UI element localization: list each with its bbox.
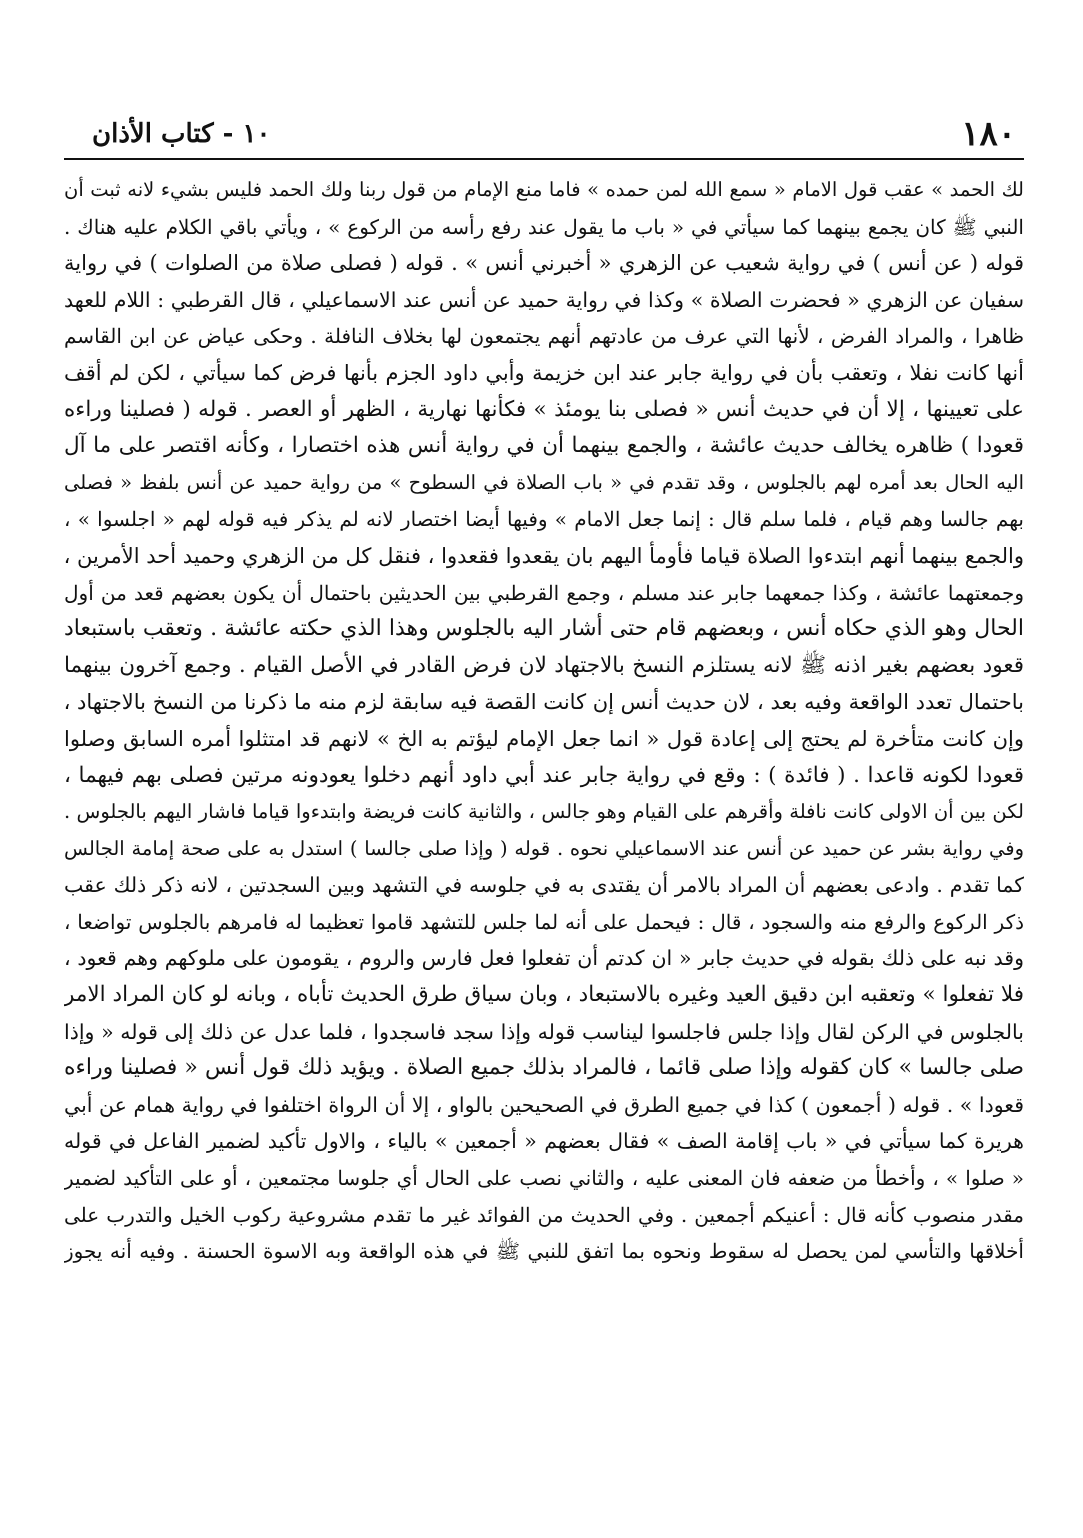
chapter-title: ١٠ - كتاب الأذان bbox=[92, 119, 271, 149]
text-line: اليه الحال بعد أمره لهم بالجلوس ، وقد تقدم في « باب الصلاة في السطوح » من رواية حميد عن أنس بلفظ « فصلى bbox=[64, 470, 1024, 494]
text-line: الحال وهو الذي حكاه أنس ، وبعضهم قام حتى أشار اليه بالجلوس وهذا الذي حكته عائشة . وتعقب باستبعاد bbox=[64, 616, 1024, 642]
text-line: باحتمال تعدد الواقعة وفيه بعد ، لان حديث أنس إن كانت القصة فيه سابقة لزم منه ما ذكرنا من النسخ بالاجتهاد ، bbox=[64, 690, 1024, 715]
text-line: قعودا ) ظاهره يخالف حديث عائشة ، والجمع بينهما أن في رواية أنس هذه اختصارا ، وكأنه اقتصر على ما آل bbox=[64, 433, 1024, 459]
text-line: والجمع بينهما أنهم ابتدءوا الصلاة قياما فأومأ اليهم بان يقعدوا فقعدوا ، فنقل كل من الزهري وحميد أحد الأمرين ، bbox=[64, 543, 1024, 568]
text-line: كما تقدم . وادعى بعضهم أن المراد بالامر أن يقتدى به في جلوسه في التشهد وبين السجدتين ، لانه ذكر ذلك عقب bbox=[64, 873, 1024, 898]
text-line: مقدر منصوب كأنه قال : أعنيكم أجمعين . وفي الحديث من الفوائد غير ما تقدم مشروعية ركوب الخيل والتدرب على bbox=[64, 1202, 1024, 1227]
text-line: فلا تفعلوا » وتعقبه ابن دقيق العيد وغيره بالاستبعاد ، وبان سياق طرق الحديث تأباه ، وبانه لو كان المراد الامر bbox=[64, 982, 1024, 1008]
text-line: قعودا لكونه قاعدا . ( فائدة ) : وقع في رواية جابر عند أبي داود أنهم دخلوا يعودونه مرتين فصلى بهم فيهما ، bbox=[64, 762, 1024, 788]
text-line: وإن كانت متأخرة لم يحتج إلى إعادة قول « انما جعل الإمام ليؤتم به الخ » لانهم قد امتثلوا أمره السابق وصلوا bbox=[64, 726, 1024, 751]
page-header bbox=[64, 112, 1024, 160]
text-line: سفيان عن الزهري « فحضرت الصلاة » وكذا في رواية حميد عن أنس عند الاسماعيلي ، قال القرطبي : اللام للعهد bbox=[64, 287, 1024, 312]
text-line: أخلاقها والتأسي لمن يحصل له سقوط ونحوه بما اتفق للنبي ﷺ في هذه الواقعة وبه الاسوة الحسنة . وفيه أنه يجوز bbox=[64, 1239, 1024, 1264]
text-line: قعود بعضهم بغير اذنه ﷺ لانه يستلزم النسخ بالاجتهاد لان فرض القادر في الأصل القيام . وجمع آخرون بينهما bbox=[64, 652, 1024, 678]
text-line: وجمعتهما عائشة ، وكذا جمعهما جابر عند مسلم ، وجمع القرطبي بين الحديثين باحتمال أن يكون بعضهم قعد من أول bbox=[64, 580, 1024, 605]
text-line: قعودا » . قوله ( أجمعون ) كذا في جميع الطرق في الصحيحين بالواو ، إلا أن الرواة اختلفوا في رواية همام عن أبي bbox=[64, 1092, 1024, 1117]
text-line: قوله ( عن أنس ) في رواية شعيب عن الزهري « أخبرني أنس » . قوله ( فصلى صلاة من الصلوات ) في رواية bbox=[64, 251, 1024, 276]
text-line: « صلوا » ، وأخطأ من ضعفه فان المعنى عليه ، والثاني نصب على الحال أي جلوسا مجتمعين ، أو على التأكيد لضمير bbox=[64, 1166, 1024, 1191]
text-line: لكن بين أن الاولى كانت نافلة وأقرهم على القيام وهو جالس ، والثانية كانت فريضة وابتدءوا قياما فاشار اليهم بالجلوس . bbox=[64, 800, 1024, 824]
text-line: ظاهرا ، والمراد الفرض ، لأنها التي عرف من عادتهم أنهم يجتمعون لها بخلاف النافلة . وحكى عياض عن ابن القاسم bbox=[64, 324, 1024, 349]
text-line: ذكر الركوع والرفع منه والسجود ، قال : فيحمل على أنه لما جلس للتشهد قاموا تعظيما له فامرهم بالجلوس تواضعا ، bbox=[64, 909, 1024, 934]
text-line: صلى جالسا » كان كقوله وإذا صلى قائما ، فالمراد بذلك جميع الصلاة . ويؤيد ذلك قول أنس « فصلينا وراءه bbox=[64, 1055, 1024, 1081]
text-line: بالجلوس في الركن لقال وإذا جلس فاجلسوا ليناسب قوله وإذا سجد فاسجدوا ، فلما عدل عن ذلك إلى قوله « وإذا bbox=[64, 1019, 1024, 1044]
text-line: وقد نبه على ذلك بقوله في حديث جابر « ان كدتم أن تفعلوا فعل فارس والروم ، يقومون على ملوكهم وهم قعود ، bbox=[64, 946, 1024, 971]
text-line: هريرة كما سيأتي في « باب إقامة الصف » فقال بعضهم « أجمعين » بالياء ، والاول تأكيد لضمير الفاعل في قوله bbox=[64, 1129, 1024, 1154]
text-line: النبي ﷺ كان يجمع بينهما كما سيأتي في « باب ما يقول عند رفع رأسه من الركوع » ، ويأتي باقي الكلام عليه هناك . bbox=[64, 214, 1024, 239]
text-line: بهم جالسا وهم قيام ، فلما سلم قال : إنما جعل الامام » وفيها أيضا اختصار لانه لم يذكر فيه قوله لهم « اجلسوا » ، bbox=[64, 507, 1024, 532]
body-text bbox=[64, 172, 1024, 1270]
page-number: ١٨٠ bbox=[961, 114, 1016, 154]
text-line: وفي رواية بشر عن حميد عن أنس عند الاسماعيلي نحوه . قوله ( وإذا صلى جالسا ) استدل به على صحة إمامة الجالس bbox=[64, 836, 1024, 860]
text-line: لك الحمد » عقب قول الامام « سمع الله لمن حمده » فاما منع الإمام من قول ربنا ولك الحمد فليس بشيء لانه ثبت أن bbox=[64, 178, 1024, 201]
text-line: على تعيينها ، إلا أن في حديث أنس « فصلى بنا يومئذ » فكأنها نهارية ، الظهر أو العصر . قوله ( فصلينا وراءه bbox=[64, 396, 1024, 422]
text-line: أنها كانت نفلا ، وتعقب بأن في رواية جابر عند ابن خزيمة وأبي داود الجزم بأنها فرض كما سيأتي ، لكن لم أقف bbox=[64, 360, 1024, 385]
